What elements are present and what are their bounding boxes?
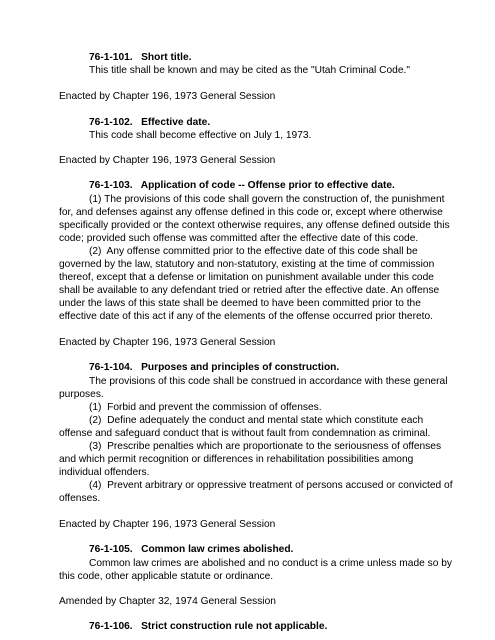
- section-text-line: (3) Prescribe penalties which are proportionate to the seriousness of offenses: [89, 441, 442, 452]
- section-text-line: (1) Forbid and prevent the commission of offenses.: [89, 402, 322, 413]
- section-heading: 76-1-101. Short title.: [89, 52, 192, 63]
- section-text-line: under the laws of this state shall be deemed to have been committed prior to the: [59, 298, 421, 309]
- section-text-line: governed by the law, statutory and non-statutory, existing at the time of commission: [59, 259, 435, 270]
- section-heading: 76-1-102. Effective date.: [89, 117, 211, 128]
- section-text-line: code; provided such offense was committed after the effective date of this code.: [59, 233, 419, 244]
- section-text-line: this code, other applicable statute or ordinance.: [59, 571, 274, 582]
- section-history: Enacted by Chapter 196, 1973 General Session: [59, 337, 276, 348]
- section-text-line: for, and defenses against any offense defined in this code or, except where otherwise: [59, 207, 443, 218]
- section-text-line: Common law crimes are abolished and no conduct is a crime unless made so by: [89, 558, 452, 569]
- section-text-line: This code shall become effective on July 1, 1973.: [89, 130, 312, 141]
- section-text-line: (2) Define adequately the conduct and mental state which constitute each: [89, 415, 424, 426]
- section-heading: 76-1-104. Purposes and principles of construction.: [89, 362, 340, 373]
- section-heading: 76-1-105. Common law crimes abolished.: [89, 544, 294, 555]
- section-text-line: and which permit recognition or differences in rehabilitation possibilities among: [59, 454, 414, 465]
- section-text-line: (1) The provisions of this code shall govern the construction of, the punishment: [89, 194, 445, 205]
- section-text-line: This title shall be known and may be cited as the "Utah Criminal Code.": [89, 65, 410, 76]
- section-heading: 76-1-103. Application of code -- Offense prior to effective date.: [89, 180, 395, 191]
- section-text-line: (4) Prevent arbitrary or oppressive treatment of persons accused or convicted of: [89, 480, 453, 491]
- section-history: Enacted by Chapter 196, 1973 General Session: [59, 91, 276, 102]
- section-history: Enacted by Chapter 196, 1973 General Session: [59, 155, 276, 166]
- section-text-line: individual offenders.: [59, 467, 150, 478]
- section-text-line: effective date of this act if any of the elements of the offense occurred prior thereto.: [59, 311, 433, 322]
- section-text-line: offense and safeguard conduct that is without fault from condemnation as criminal.: [59, 428, 431, 439]
- section-text-line: (2) Any offense committed prior to the effective date of this code shall be: [89, 246, 418, 257]
- section-text-line: shall be available to any defendant tried or retried after the effective date. An offense: [59, 285, 440, 296]
- section-text-line: The provisions of this code shall be construed in accordance with these general: [89, 376, 448, 387]
- section-history: Enacted by Chapter 196, 1973 General Session: [59, 519, 276, 530]
- section-text-line: offenses.: [59, 493, 101, 504]
- section-text-line: thereof, except that a defense or limitation on punishment available under this code: [59, 272, 434, 283]
- section-text-line: specifically provided or the context otherwise requires, any offense defined outside this: [59, 220, 450, 231]
- section-history: Amended by Chapter 32, 1974 General Session: [59, 596, 276, 607]
- section-heading: 76-1-106. Strict construction rule not applicable.: [89, 621, 328, 632]
- section-text-line: purposes.: [59, 389, 104, 400]
